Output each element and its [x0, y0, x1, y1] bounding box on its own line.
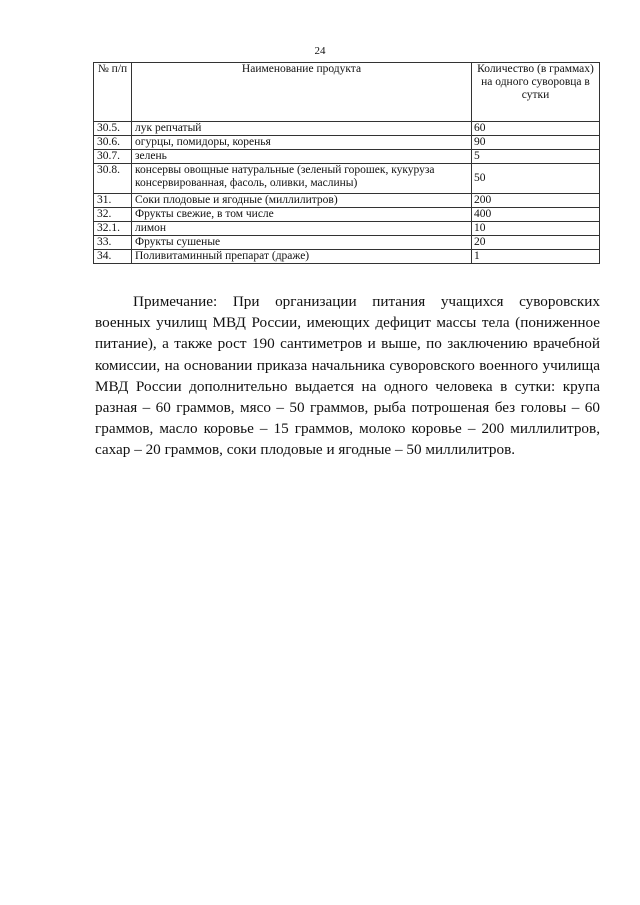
row-number: 33.: [94, 236, 132, 250]
row-quantity: 10: [472, 222, 600, 236]
table-row: [94, 164, 600, 194]
row-product: консервы овощные натуральные (зеленый горошек, кукуруза консервированная, фасоль, оливки, маслины): [132, 164, 472, 194]
row-quantity: 20: [472, 236, 600, 250]
header-quantity: Количество (в граммах) на одного суворовца в сутки: [472, 63, 600, 122]
row-number: 30.5.: [94, 122, 132, 136]
row-product: Поливитаминный препарат (драже): [132, 250, 472, 264]
row-number: 32.1.: [94, 222, 132, 236]
note-section: [95, 291, 600, 461]
row-product: огурцы, помидоры, коренья: [132, 136, 472, 150]
header-number: № п/п: [94, 63, 132, 122]
table-row: [94, 194, 600, 208]
row-quantity: 90: [472, 136, 600, 150]
row-product: Соки плодовые и ягодные (миллилитров): [132, 194, 472, 208]
row-number: 30.6.: [94, 136, 132, 150]
table-row: [94, 236, 600, 250]
row-number: 30.7.: [94, 150, 132, 164]
row-product: Фрукты сушеные: [132, 236, 472, 250]
row-quantity: 400: [472, 208, 600, 222]
note-paragraph: Примечание: При организации питания учащихся суворовских военных училищ МВД России, имеющих дефицит массы тела (пониженное питание), а также рост 190 сантиметров и выше, по заключению врачебной комиссии, на основании приказа начальника суворовского военного училища МВД России дополнительно выдается на одного человека в сутки: крупа разная – 60 граммов, мясо – 50 граммов, рыба потрошеная без головы – 60 граммов, масло коровье – 15 граммов, молоко коровье – 200 миллилитров, сахар – 20 граммов, соки плодовые и ягодные – 50 миллилитров.: [95, 293, 600, 459]
food-ration-table: [93, 62, 600, 264]
table-row: [94, 222, 600, 236]
row-number: 32.: [94, 208, 132, 222]
row-product: лук репчатый: [132, 122, 472, 136]
header-product-name: Наименование продукта: [132, 63, 472, 122]
table-row: [94, 250, 600, 264]
row-product: лимон: [132, 222, 472, 236]
row-quantity: 60: [472, 122, 600, 136]
row-product: зелень: [132, 150, 472, 164]
table-header-row: [94, 63, 600, 122]
table-row: [94, 136, 600, 150]
row-number: 30.8.: [94, 164, 132, 194]
row-quantity: 50: [472, 164, 600, 194]
row-quantity: 5: [472, 150, 600, 164]
page-number: 24: [314, 45, 326, 57]
row-product: Фрукты свежие, в том числе: [132, 208, 472, 222]
table-row: [94, 150, 600, 164]
row-number: 31.: [94, 194, 132, 208]
row-quantity: 1: [472, 250, 600, 264]
table-row: [94, 208, 600, 222]
row-number: 34.: [94, 250, 132, 264]
row-quantity: 200: [472, 194, 600, 208]
table-row: [94, 122, 600, 136]
